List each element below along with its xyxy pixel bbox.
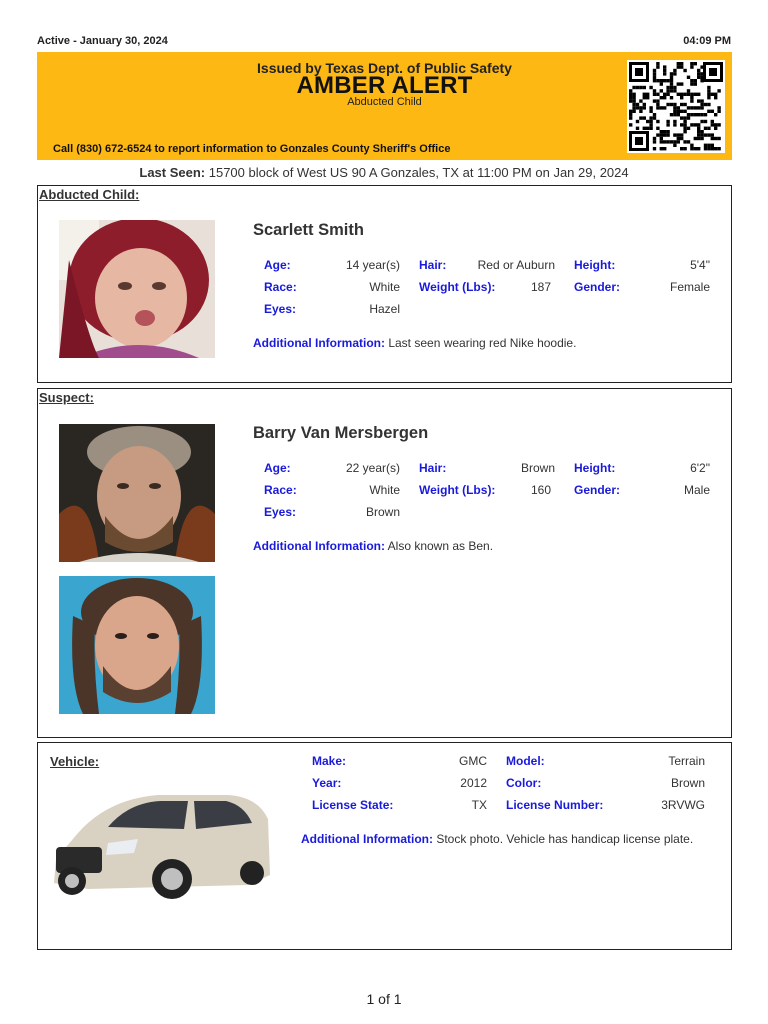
child-race: White xyxy=(369,280,400,294)
vehicle-photo xyxy=(48,789,270,911)
suspect-gender: Male xyxy=(683,483,710,497)
suspect-photo-2 xyxy=(59,576,215,714)
vehicle-color-label: Color: xyxy=(506,776,542,790)
child-eyes: Hazel xyxy=(369,302,400,316)
last-seen xyxy=(0,165,768,180)
vehicle-model-label: Model: xyxy=(506,754,545,768)
child-name: Scarlett Smith xyxy=(253,221,364,239)
vehicle-model: Terrain xyxy=(668,754,705,768)
suspect-height: 6'2" xyxy=(690,461,710,475)
vehicle-plate: 3RVWG xyxy=(661,798,705,812)
suspect-race: White xyxy=(369,483,400,497)
child-additional-info xyxy=(253,335,576,352)
suspect-hair-label: Hair: xyxy=(419,461,447,475)
child-height: 5'4" xyxy=(690,258,710,272)
vehicle-state-label: License State: xyxy=(312,798,394,812)
child-section xyxy=(37,185,732,383)
child-hair-label: Hair: xyxy=(419,258,447,272)
suspect-height-label: Height: xyxy=(574,461,616,475)
suspect-name: Barry Van Mersbergen xyxy=(253,424,429,442)
vehicle-additional-info xyxy=(301,831,701,848)
child-eyes-label: Eyes: xyxy=(264,302,297,316)
child-photo xyxy=(59,220,215,358)
last-seen-label: Last Seen: xyxy=(139,165,206,180)
child-weight-label: Weight (Lbs): xyxy=(419,280,496,294)
vehicle-addl-label: Additional Information: xyxy=(301,832,433,846)
vehicle-year-label: Year: xyxy=(312,776,342,790)
issued-by: Issued by Texas Dept. of Public Safety xyxy=(257,60,512,76)
suspect-additional-info xyxy=(253,538,493,555)
alert-subtitle: Abducted Child xyxy=(347,96,422,108)
last-seen-text: 15700 block of West US 90 A Gonzales, TX at 11:00 PM on Jan 29, 2024 xyxy=(205,165,629,180)
child-addl-text: Last seen wearing red Nike hoodie. xyxy=(388,336,577,350)
suspect-addl-label: Additional Information: xyxy=(253,539,385,553)
child-gender: Female xyxy=(669,280,710,294)
suspect-section xyxy=(37,388,732,738)
vehicle-section-label: Vehicle: xyxy=(50,754,100,769)
alert-banner xyxy=(37,52,732,160)
suspect-section-label: Suspect: xyxy=(39,390,94,405)
vehicle-make-label: Make: xyxy=(312,754,347,768)
call-info: Call (830) 672-6524 to report information to Gonzales County Sheriff's Office xyxy=(53,143,451,155)
suspect-eyes: Brown xyxy=(365,505,400,519)
suspect-hair: Brown xyxy=(520,461,555,475)
vehicle-plate-label: License Number: xyxy=(506,798,604,812)
child-race-label: Race: xyxy=(264,280,297,294)
suspect-gender-label: Gender: xyxy=(574,483,621,497)
vehicle-make: GMC xyxy=(459,754,487,768)
child-hair: Red or Auburn xyxy=(477,258,555,272)
vehicle-state: TX xyxy=(471,798,487,812)
suspect-photo-1 xyxy=(59,424,215,562)
child-gender-label: Gender: xyxy=(574,280,621,294)
vehicle-color: Brown xyxy=(670,776,705,790)
suspect-race-label: Race: xyxy=(264,483,297,497)
suspect-addl-text: Also known as Ben. xyxy=(387,539,494,553)
vehicle-addl-text: Stock photo. Vehicle has handicap license plate. xyxy=(436,832,694,846)
child-weight: 187 xyxy=(530,280,551,294)
child-age: 14 year(s) xyxy=(345,258,400,272)
vehicle-year: 2012 xyxy=(460,776,487,790)
suspect-weight: 160 xyxy=(530,483,551,497)
suspect-eyes-label: Eyes: xyxy=(264,505,297,519)
issue-time: 04:09 PM xyxy=(683,35,731,47)
alert-title: AMBER ALERT xyxy=(296,72,473,99)
qr-code-icon[interactable] xyxy=(627,60,725,153)
child-addl-label: Additional Information: xyxy=(253,336,385,350)
vehicle-section xyxy=(37,742,732,950)
status-date: Active - January 30, 2024 xyxy=(37,35,168,47)
child-section-label: Abducted Child: xyxy=(39,187,140,202)
page-number: 1 of 1 xyxy=(366,991,402,1007)
child-height-label: Height: xyxy=(574,258,616,272)
suspect-age-label: Age: xyxy=(264,461,291,475)
suspect-weight-label: Weight (Lbs): xyxy=(419,483,496,497)
suspect-age: 22 year(s) xyxy=(345,461,400,475)
child-age-label: Age: xyxy=(264,258,291,272)
